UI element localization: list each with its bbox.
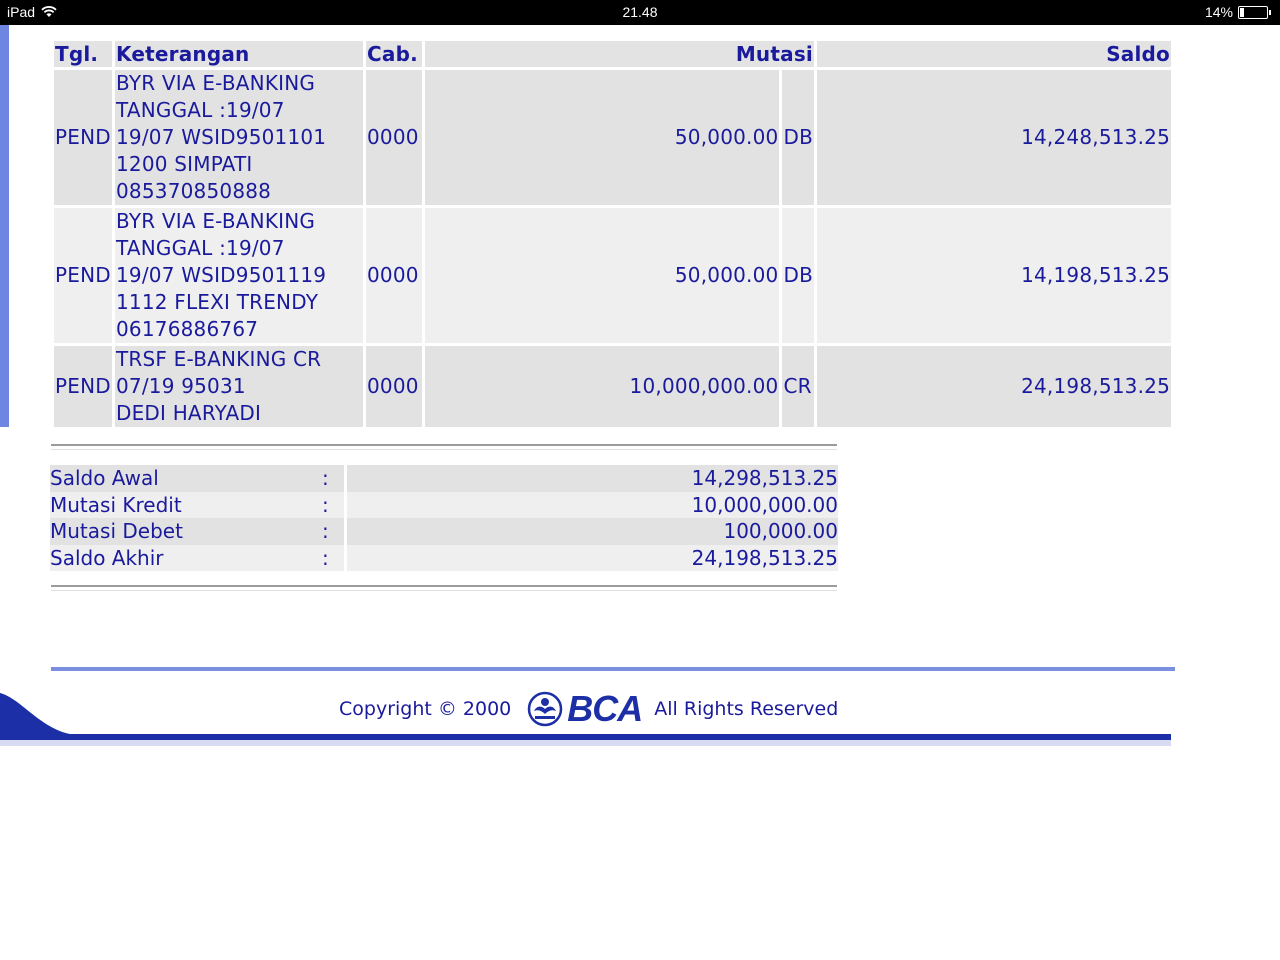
divider xyxy=(51,444,837,450)
header-branch: Cab. xyxy=(366,41,422,67)
summary-row xyxy=(50,518,838,545)
summary-separator: : xyxy=(322,545,344,572)
summary-value: 100,000.00 xyxy=(347,518,838,545)
cell-type: DB xyxy=(782,208,814,343)
table-row xyxy=(54,70,1171,205)
summary-table xyxy=(50,465,838,571)
divider xyxy=(51,585,837,591)
description-line: BYR VIA E-BANKING xyxy=(116,71,316,95)
description-line: 06176886767 xyxy=(116,317,259,341)
copyright-text: Copyright © 2000 xyxy=(339,698,512,720)
summary-separator: : xyxy=(322,492,344,519)
rights-text: All Rights Reserved xyxy=(654,698,839,720)
cell-branch: 0000 xyxy=(366,346,422,427)
cell-balance: 24,198,513.25 xyxy=(817,346,1171,427)
description-line: TANGGAL :19/07 xyxy=(116,98,285,122)
summary-row xyxy=(50,492,838,519)
summary-row xyxy=(50,545,838,572)
header-mutation: Mutasi xyxy=(425,41,814,67)
summary-label: Saldo Akhir xyxy=(50,545,322,572)
cell-date: PEND xyxy=(54,70,112,205)
cell-type: CR xyxy=(782,346,814,427)
description-line: DEDI HARYADI xyxy=(116,401,262,425)
description-line: TANGGAL :19/07 xyxy=(116,236,285,260)
summary-label: Mutasi Kredit xyxy=(50,492,322,519)
cell-branch: 0000 xyxy=(366,70,422,205)
header-date: Tgl. xyxy=(54,41,112,67)
cell-branch: 0000 xyxy=(366,208,422,343)
bca-logo-mark xyxy=(527,691,563,727)
cell-amount: 50,000.00 xyxy=(425,70,779,205)
description-line: 1200 SIMPATI xyxy=(116,152,253,176)
battery-icon xyxy=(1238,6,1268,19)
description-line: 19/07 WSID9501119 xyxy=(116,263,327,287)
summary-row xyxy=(50,465,838,492)
cell-type: DB xyxy=(782,70,814,205)
device-name: iPad xyxy=(7,4,36,20)
status-bar xyxy=(0,0,1280,25)
description-line: 19/07 WSID9501101 xyxy=(116,125,327,149)
summary-value: 14,298,513.25 xyxy=(347,465,838,492)
description-line: 085370850888 xyxy=(116,179,272,203)
cell-description xyxy=(115,346,363,427)
cell-balance: 14,248,513.25 xyxy=(817,70,1171,205)
description-line: 07/19 95031 xyxy=(116,374,246,398)
left-accent-bar xyxy=(0,25,9,427)
footer xyxy=(339,688,838,730)
transactions-table xyxy=(51,38,1174,430)
table-row xyxy=(54,346,1171,427)
summary-label: Saldo Awal xyxy=(50,465,322,492)
summary-label: Mutasi Debet xyxy=(50,518,322,545)
battery-percent: 14% xyxy=(1204,4,1233,20)
table-header-row xyxy=(54,41,1171,67)
summary-separator: : xyxy=(322,518,344,545)
table-row xyxy=(54,208,1171,343)
footer-rule xyxy=(51,667,1175,671)
summary-value: 24,198,513.25 xyxy=(347,545,838,572)
description-line: TRSF E-BANKING CR xyxy=(116,347,322,371)
cell-amount: 10,000,000.00 xyxy=(425,346,779,427)
clock: 21.48 xyxy=(622,4,658,20)
bca-logo xyxy=(527,688,642,730)
cell-date: PEND xyxy=(54,208,112,343)
cell-description xyxy=(115,70,363,205)
summary-value: 10,000,000.00 xyxy=(347,492,838,519)
cell-description xyxy=(115,208,363,343)
description-line: 1112 FLEXI TRENDY xyxy=(116,290,319,314)
cell-balance: 14,198,513.25 xyxy=(817,208,1171,343)
summary-separator: : xyxy=(322,465,344,492)
header-description: Keterangan xyxy=(115,41,363,67)
cell-amount: 50,000.00 xyxy=(425,208,779,343)
description-line: BYR VIA E-BANKING xyxy=(116,209,316,233)
header-balance: Saldo xyxy=(817,41,1171,67)
cell-date: PEND xyxy=(54,346,112,427)
bca-logo-text: BCA xyxy=(567,688,643,729)
